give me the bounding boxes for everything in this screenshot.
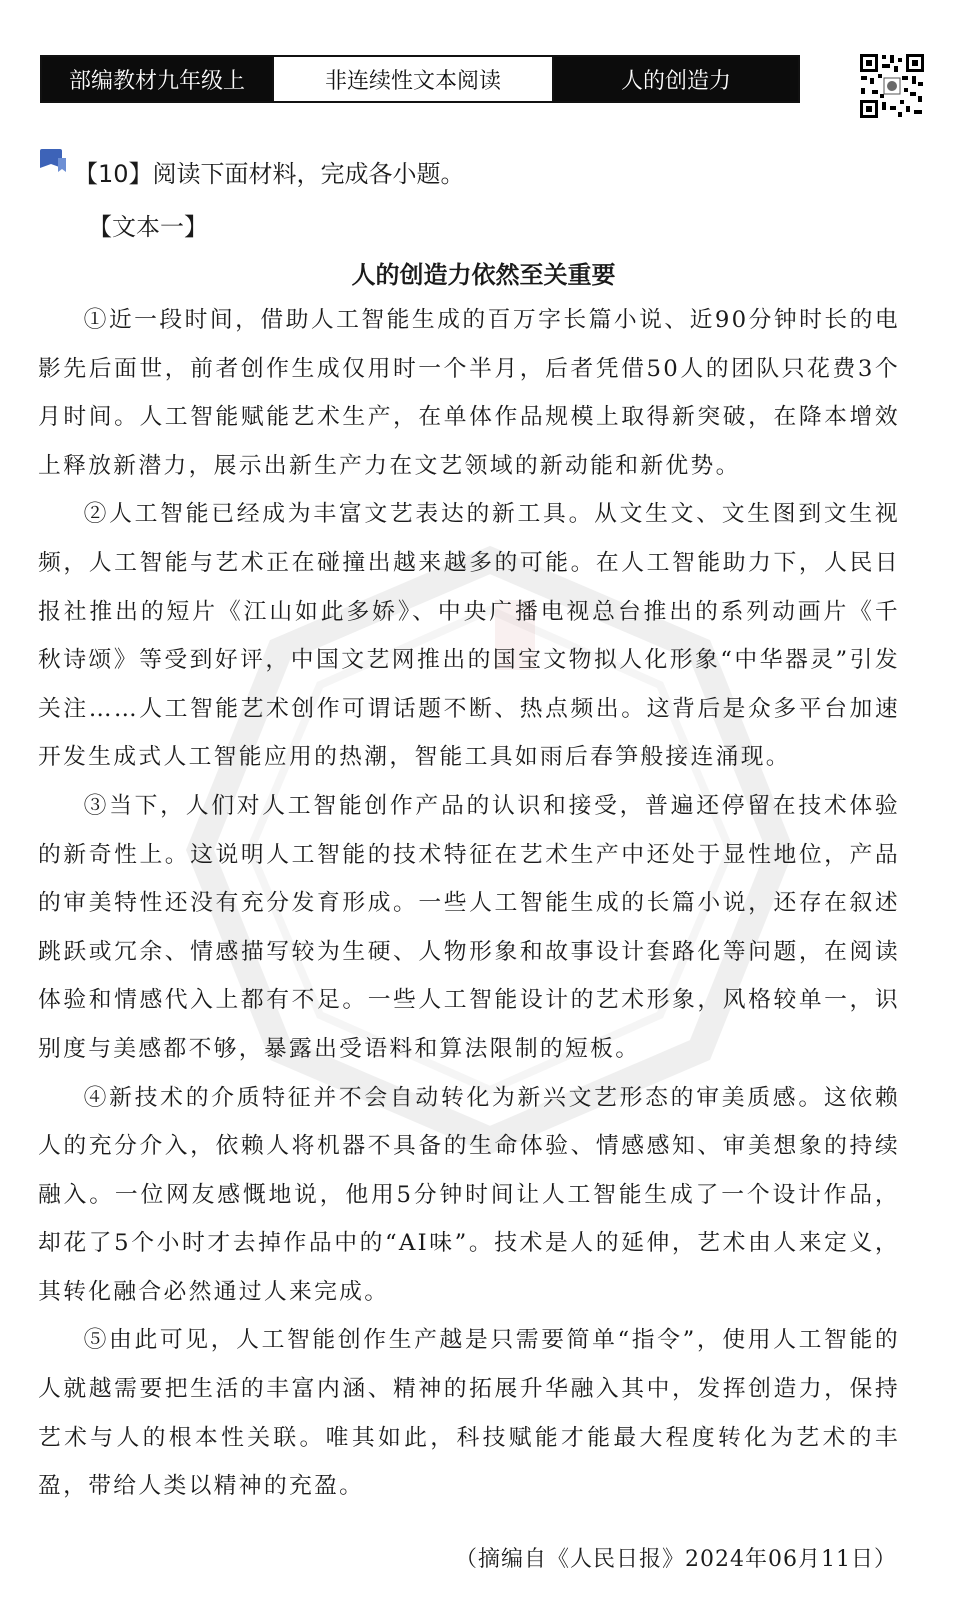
paragraph-4: ④新技术的介质特征并不会自动转化为新兴文艺形态的审美质感。这依赖人的充分介入，依赖人将机器不具备的生命体验、情感感知、审美想象的持续融入。一位网友感慨地说，他用5分钟时间让人工智能生成了一个设计作品，却花了5个小时才去掉作品中的“AI味”。技术是人的延伸，艺术由人来定义，其转化融合必然通过人来完成。 bbox=[38, 1084, 900, 1305]
paragraph-5: ⑤由此可见，人工智能创作生产越是只需要简单“指令”，使用人工智能的人就越需要把生活的丰富内涵、精神的拓展升华融入其中，发挥创造力，保持艺术与人的根本性关联。唯其如此，科技赋能才能最大程度转化为艺术的丰盈，带给人类以精神的充盈。 bbox=[38, 1327, 900, 1500]
header-unit-label: 人的创造力 bbox=[554, 57, 798, 101]
bookmark-icon bbox=[38, 148, 68, 176]
paragraph-2: ②人工智能已经成为丰富文艺表达的新工具。从文生文、文生图到文生视频，人工智能与艺术正在碰撞出越来越多的可能。在人工智能助力下，人民日报社推出的短片《江山如此多娇》、中央广播电视总台推出的系列动画片《千秋诗颂》等受到好评，中国文艺网推出的国宝文物拟人化形象“中华器灵”引发关注……人工智能艺术创作可谓话题不断、热点频出。这背后是众多平台加速开发生成式人工智能应用的热潮，智能工具如雨后春笋般接连涌现。 bbox=[38, 501, 900, 771]
article-source: （摘编自《人民日报》2024年06月11日） bbox=[455, 1547, 897, 1572]
text-section-label: 【文本一】 bbox=[88, 213, 208, 241]
article-title: 人的创造力依然至关重要 bbox=[351, 261, 616, 289]
paragraph-1: ①近一段时间，借助人工智能生成的百万字长篇小说、近90分钟时长的电影先后面世，前者创作生成仅用时一个半月，后者凭借50人的团队只花费3个月时间。人工智能赋能艺术生产，在单体作品规模上取得新突破，在降本增效上释放新潜力，展示出新生产力在文艺领域的新动能和新优势。 bbox=[38, 307, 900, 479]
header-grade-label: 部编教材九年级上 bbox=[42, 57, 272, 101]
article-body bbox=[38, 296, 900, 1511]
header-bar bbox=[40, 55, 800, 103]
header-topic-label: 非连续性文本阅读 bbox=[272, 57, 554, 101]
question-instruction: 【10】阅读下面材料，完成各小题。 bbox=[74, 160, 465, 188]
qr-code-icon bbox=[858, 52, 926, 120]
paragraph-3: ③当下，人们对人工智能创作产品的认识和接受，普遍还停留在技术体验的新奇性上。这说明人工智能的技术特征在艺术生产中还处于显性地位，产品的审美特性还没有充分发育形成。一些人工智能生成的长篇小说，还存在叙述跳跃或冗余、情感描写较为生硬、人物形象和故事设计套路化等问题，在阅读体验和情感代入上都有不足。一些人工智能设计的艺术形象，风格较单一，识别度与美感都不够，暴露出受语料和算法限制的短板。 bbox=[38, 792, 900, 1062]
